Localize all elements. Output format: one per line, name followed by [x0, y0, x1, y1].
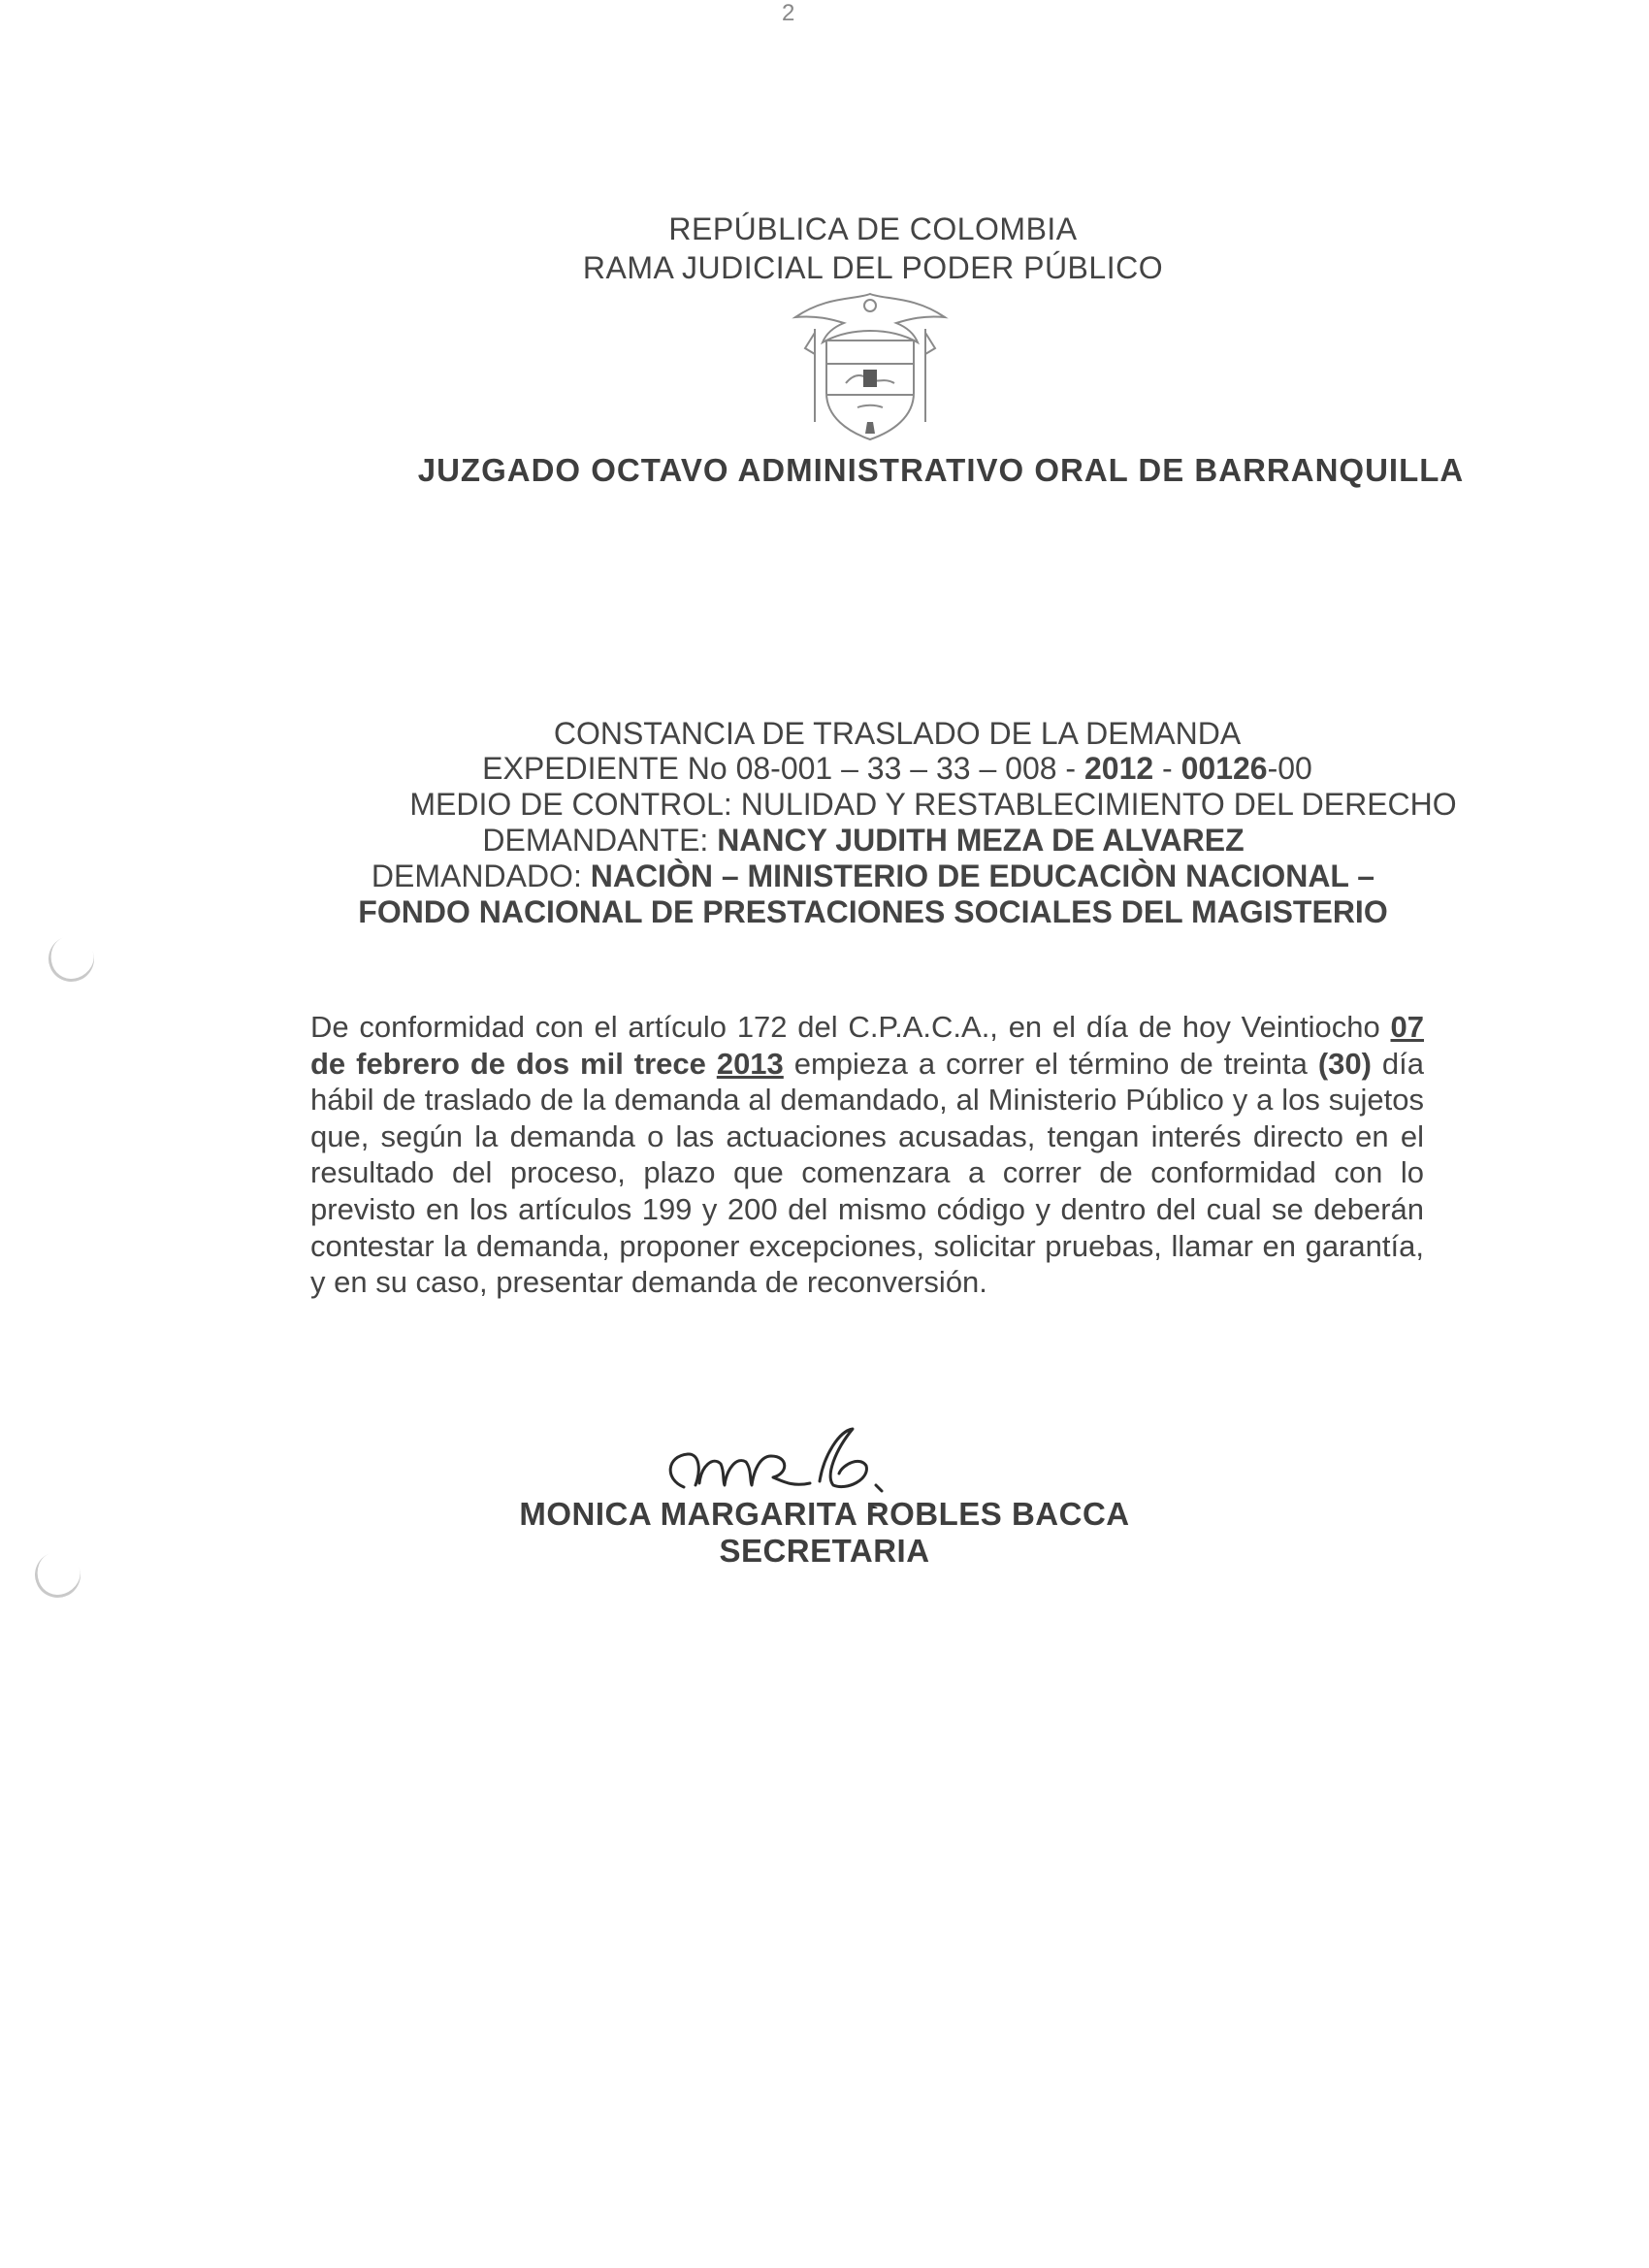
expediente-line [73, 750, 1649, 787]
demandado-line [48, 858, 1649, 894]
coat-of-arms-seal [788, 286, 953, 446]
body-text-1: De conformidad con el artículo 172 del C.P.A.C.A., en el día de hoy Veintiocho [310, 1010, 1391, 1044]
expediente-suffix: -00 [1267, 751, 1312, 786]
demandante-label: DEMANDANTE: [482, 823, 718, 858]
demandado-name-2: FONDO NACIONAL DE PRESTACIONES SOCIALES DEL MAGISTERIO [358, 894, 1388, 929]
year-value: 2013 [716, 1046, 784, 1081]
header-branch: RAMA JUDICIAL DEL PODER PÚBLICO [582, 250, 1164, 285]
expediente-year: 2012 [1083, 751, 1154, 786]
expediente-separator: - [1153, 751, 1181, 786]
medio-de-control: MEDIO DE CONTROL: NULIDAD Y RESTABLECIMIENTO DEL DERECHO [409, 787, 1457, 822]
signatory-role: SECRETARIA [719, 1533, 930, 1569]
demandado-name-1: NACIÒN – MINISTERIO DE EDUCACIÒN NACIONAL – [590, 859, 1375, 893]
body-text-2: empieza a correr el término de treinta [783, 1046, 1318, 1081]
signatory-name: MONICA MARGARITA ROBLES BACCA [519, 1496, 1130, 1532]
punch-hole-mark [42, 929, 100, 988]
body-paragraph [310, 1009, 1424, 1301]
month-text: de febrero de dos mil trece [310, 1046, 706, 1081]
header-country: REPÚBLICA DE COLOMBIA [668, 211, 1078, 246]
demandante-name: NANCY JUDITH MEZA DE ALVAREZ [717, 823, 1245, 858]
term-days: (30) [1317, 1046, 1372, 1081]
court-name: JUZGADO OCTAVO ADMINISTRATIVO ORAL DE BARRANQUILLA [417, 452, 1465, 488]
expediente-number: 00126 [1180, 751, 1268, 786]
handwritten-signature [645, 1402, 955, 1508]
demandante-line [39, 822, 1649, 859]
expediente-label: EXPEDIENTE No 08-001 – 33 – 33 – 008 - [482, 751, 1084, 786]
body-text-3: día hábil de traslado de la demanda al demandado, al Ministerio Público y a los sujetos que, según la demanda o las actuaciones acusadas, tengan interés directo en el resultado del proceso, plazo que comenzara a correr de conformidad con lo previsto en los artículos 199 y 200 del mismo código y dentro del cual se deberán contestar la demanda, proponer excepciones, solicitar pruebas, llamar en garantía, y en su caso, presentar demanda de reconversión. [310, 1046, 1425, 1300]
day-value: 07 [1390, 1010, 1424, 1044]
constancia-title: CONSTANCIA DE TRASLADO DE LA DEMANDA [553, 716, 1242, 751]
corner-page-mark: 2 [782, 0, 795, 26]
demandado-label: DEMANDADO: [371, 859, 591, 893]
